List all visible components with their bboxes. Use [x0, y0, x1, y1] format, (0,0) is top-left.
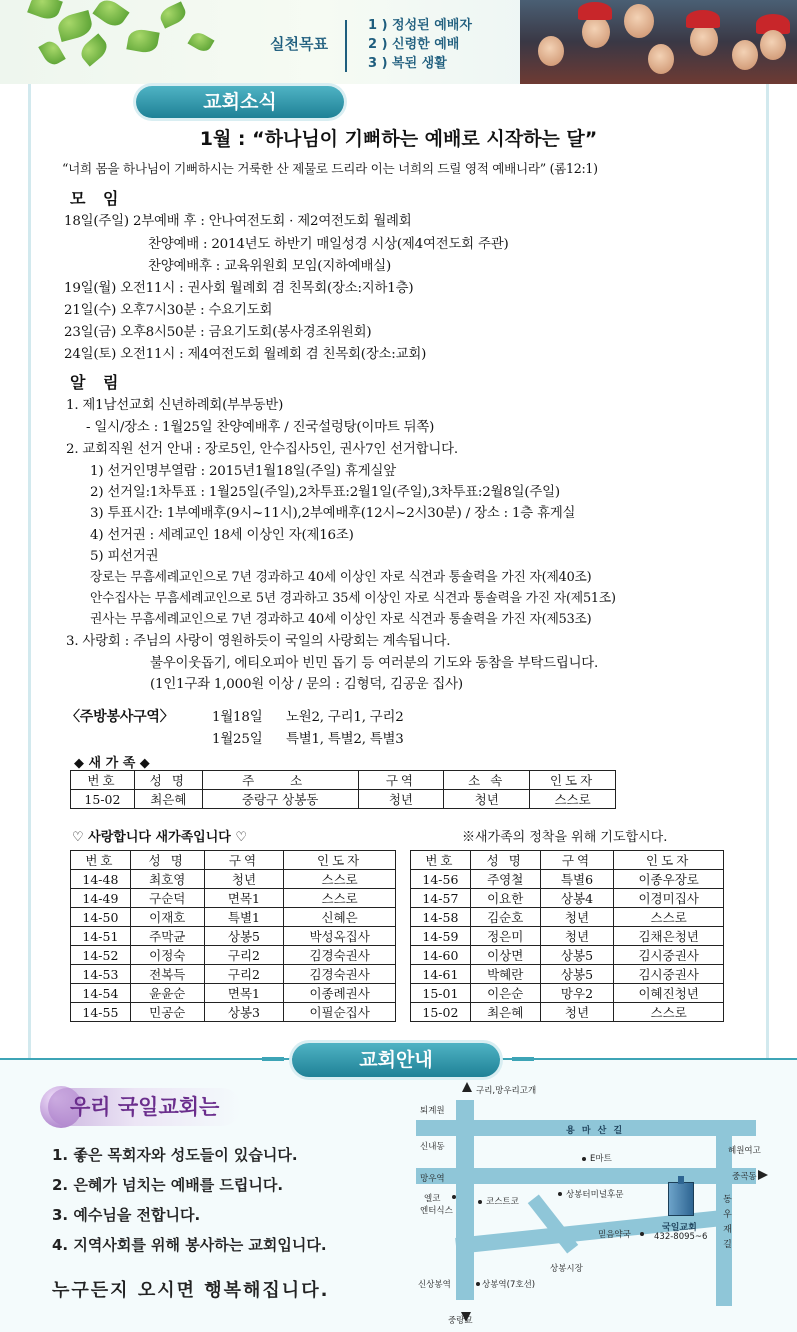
table-cell: 특별1	[204, 908, 284, 927]
column-header: 번호	[71, 771, 135, 790]
table-cell: 신혜은	[284, 908, 396, 927]
table-cell: 김순호	[470, 908, 540, 927]
church-point: 1. 좋은 목회자와 성도들이 있습니다.	[52, 1146, 298, 1164]
notice-line: 3) 투표시간: 1부예배후(9시~11시),2부예배후(12시~2시30분) / 장소 : 1층 휴게실	[90, 506, 576, 521]
meeting-line: 21일(수) 오후7시30분 : 수요기도회	[64, 303, 273, 318]
month-heading: 1월 : “하나님이 기뻐하는 예배로 시작하는 달”	[199, 128, 598, 150]
map-marker-dot	[558, 1192, 562, 1196]
table-row	[71, 927, 396, 946]
table-cell: 면목1	[204, 889, 284, 908]
singer-face	[582, 16, 610, 48]
table-cell: 김채은청년	[614, 927, 724, 946]
kitchen-date: 1월25일	[212, 732, 263, 747]
table-cell: 김시중권사	[614, 946, 724, 965]
table-cell: 이종례권사	[284, 984, 396, 1003]
table-cell: 이경미집사	[614, 889, 724, 908]
goal-item: 2 ) 신령한 예배	[368, 37, 460, 52]
table-cell: 특별6	[540, 870, 614, 889]
leaf-decoration	[126, 28, 159, 55]
table-cell: 스스로	[614, 908, 724, 927]
table-cell: 이은순	[470, 984, 540, 1003]
column-header: 성 명	[134, 771, 202, 790]
table-cell: 스스로	[614, 1003, 724, 1022]
map-marker-dot	[452, 1195, 456, 1199]
road-mangu	[416, 1168, 756, 1184]
slogan: 누구든지 오시면 행복해집니다.	[52, 1280, 330, 1301]
table-cell: 이재호	[130, 908, 204, 927]
table-row	[71, 889, 396, 908]
table-row	[411, 927, 724, 946]
church-point: 4. 지역사회를 위해 봉사하는 교회입니다.	[52, 1236, 327, 1254]
goal-label: 실천목표	[270, 35, 328, 53]
table-cell: 이정숙	[130, 946, 204, 965]
church-point: 2. 은혜가 넘치는 예배를 드립니다.	[52, 1176, 284, 1194]
love-left-body	[71, 870, 396, 1022]
table-cell: 14-48	[71, 870, 131, 889]
table-cell: 김경숙권사	[284, 946, 396, 965]
map-label: 믿음약국	[598, 1230, 631, 1240]
table-cell: 청년	[540, 927, 614, 946]
table-cell: 면목1	[204, 984, 284, 1003]
up-arrow-icon	[462, 1082, 472, 1092]
meeting-line: 찬양예배 : 2014년도 하반기 매일성경 시상(제4여전도회 주관)	[148, 237, 509, 252]
column-header: 성 명	[130, 851, 204, 870]
table-header-row	[71, 771, 616, 790]
map-road-label: 용 마 산 길	[566, 1126, 625, 1136]
notice-line: (1인1구좌 1,000원 이상 / 문의 : 김형덕, 김공운 집사)	[150, 677, 463, 692]
goal-item: 3 ) 복된 생활	[368, 56, 447, 71]
left-border-rule	[28, 84, 31, 1058]
table-row	[71, 790, 616, 809]
table-cell: 상봉5	[540, 946, 614, 965]
divider-ornament	[262, 1057, 284, 1061]
column-header: 구역	[204, 851, 284, 870]
table-cell: 14-49	[71, 889, 131, 908]
leaf-decoration	[92, 0, 129, 31]
table-cell: 상봉5	[540, 965, 614, 984]
table-cell: 15-02	[71, 790, 135, 809]
table-cell: 이요한	[470, 889, 540, 908]
love-note: ※새가족의 정착을 위해 기도합시다.	[462, 830, 668, 845]
table-cell: 14-61	[411, 965, 471, 984]
notice-line: 안수집사는 무흠세례교인으로 5년 경과하고 35세 이상인 자로 식견과 통솔력을 가진 자(제51조)	[90, 591, 616, 606]
love-heading: ♡ 사랑합니다 새가족입니다 ♡	[72, 830, 248, 845]
table-cell: 박성옥집사	[284, 927, 396, 946]
leaf-decoration	[55, 10, 94, 42]
goal-divider	[345, 20, 347, 72]
column-header: 구역	[540, 851, 614, 870]
table-header-row	[411, 851, 724, 870]
new-family-heading: ◆ 새 가 족 ◆	[74, 756, 150, 771]
right-arrow-icon	[758, 1170, 768, 1180]
table-cell: 최은혜	[134, 790, 202, 809]
map-church-label: 국일교회	[662, 1223, 697, 1233]
table-row	[411, 908, 724, 927]
notice-line: 장로는 무흠세례교인으로 7년 경과하고 40세 이상인 자로 식견과 통솔력을 가진 자(제40조)	[90, 570, 592, 585]
column-header: 번호	[411, 851, 471, 870]
singer-face	[538, 36, 564, 66]
table-cell: 김시중권사	[614, 965, 724, 984]
map-label: 퇴계원	[420, 1106, 445, 1116]
section-title-news: 교회소식	[136, 86, 344, 118]
table-cell: 망우2	[540, 984, 614, 1003]
table-row	[71, 965, 396, 984]
table-cell: 14-50	[71, 908, 131, 927]
kitchen-zones: 노원2, 구리1, 구리2	[286, 710, 404, 725]
map-marker-dot	[582, 1157, 586, 1161]
table-cell: 14-53	[71, 965, 131, 984]
divider-ornament	[512, 1057, 534, 1061]
table-cell: 14-51	[71, 927, 131, 946]
meeting-line: 찬양예배후 : 교육위원회 모임(지하예배실)	[148, 259, 392, 274]
notice-line: 3. 사랑회 : 주님의 사랑이 영원하듯이 국일의 사랑회는 계속됩니다.	[66, 634, 451, 649]
table-cell: 전복득	[130, 965, 204, 984]
notice-line: 1. 제1남선교회 신년하례회(부부동반)	[66, 398, 284, 413]
table-cell: 14-57	[411, 889, 471, 908]
map-church-phone: 432-8095~6	[654, 1232, 708, 1242]
right-border-rule	[766, 84, 769, 1058]
table-cell: 박혜란	[470, 965, 540, 984]
table-row	[411, 889, 724, 908]
table-cell: 이종우장로	[614, 870, 724, 889]
goal-item: 1 ) 정성된 예배자	[368, 18, 472, 33]
church-spire-icon	[678, 1176, 684, 1184]
column-header: 인도자	[284, 851, 396, 870]
notice-line: 불우이웃돕기, 에티오피아 빈민 돕기 등 여러분의 기도와 동참을 부탁드립니다.	[150, 656, 599, 671]
singer-face	[648, 44, 674, 74]
map-label: 엘코	[424, 1194, 441, 1204]
scripture-verse: “너희 몸을 하나님이 기뻐하시는 거룩한 산 제물로 드리라 이는 너희의 드릴 영적 예배니라” (롬12:1)	[62, 161, 598, 176]
table-cell: 구리2	[204, 946, 284, 965]
singer-face	[624, 4, 654, 38]
map-label: 혜원여고	[728, 1146, 761, 1156]
meeting-line: 23일(금) 오후8시50분 : 금요기도회(봉사경조위원회)	[64, 325, 372, 340]
choir-photo	[520, 0, 797, 84]
notice-line: 2) 선거일:1차투표 : 1월25일(주일),2차투표:2월1일(주일),3차투표:2월8일(주일)	[90, 485, 560, 500]
map-label: E마트	[590, 1154, 612, 1164]
table-cell: 스스로	[284, 870, 396, 889]
map-label: 상봉역(7호선)	[482, 1280, 536, 1290]
goal-list	[368, 16, 472, 73]
table-cell: 구리2	[204, 965, 284, 984]
leaf-decoration	[27, 0, 63, 22]
map-label: 망우역	[420, 1174, 445, 1184]
table-cell: 상봉3	[204, 1003, 284, 1022]
notices-heading: 알 림	[70, 373, 125, 392]
notice-line: 5) 피선거권	[90, 549, 159, 564]
table-cell: 청년	[204, 870, 284, 889]
our-church-heading: 우리 국일교회는	[48, 1088, 241, 1126]
table-cell: 구순덕	[130, 889, 204, 908]
table-cell: 중랑구 상봉동	[202, 790, 358, 809]
table-cell: 청년	[540, 1003, 614, 1022]
map-label: 엔터식스	[420, 1206, 453, 1216]
map-road-label: 동우재길	[721, 1194, 731, 1254]
table-cell: 상봉5	[204, 927, 284, 946]
table-cell: 14-60	[411, 946, 471, 965]
meetings-heading: 모 임	[70, 189, 125, 208]
singer-face	[690, 24, 718, 56]
kitchen-heading: 〈주방봉사구역〉	[66, 709, 174, 725]
singer-face	[732, 40, 758, 70]
table-cell: 스스로	[284, 889, 396, 908]
table-cell: 15-01	[411, 984, 471, 1003]
table-cell: 윤윤순	[130, 984, 204, 1003]
church-building-icon	[668, 1182, 694, 1216]
notice-line: 1) 선거인명부열람 : 2015년1월18일(주일) 휴게실앞	[90, 464, 396, 479]
table-cell: 주막균	[130, 927, 204, 946]
meeting-line: 19일(월) 오전11시 : 권사회 월례회 겸 친목회(장소:지하1층)	[64, 281, 414, 296]
santa-hat	[578, 2, 612, 20]
leaf-decoration	[187, 30, 214, 55]
table-cell: 14-52	[71, 946, 131, 965]
table-row	[71, 946, 396, 965]
map-label: 상봉터미널후문	[566, 1190, 624, 1200]
map-label: 코스트코	[486, 1197, 519, 1207]
map-marker-dot	[478, 1200, 482, 1204]
table-row	[411, 984, 724, 1003]
meeting-line: 24일(토) 오전11시 : 제4여전도회 월례회 겸 친목회(장소:교회)	[64, 347, 427, 362]
table-cell: 민공순	[130, 1003, 204, 1022]
table-cell: 김경숙권사	[284, 965, 396, 984]
table-cell: 상봉4	[540, 889, 614, 908]
santa-hat	[686, 10, 720, 28]
love-right-body	[411, 870, 724, 1022]
table-cell: 14-55	[71, 1003, 131, 1022]
love-table-right	[410, 850, 724, 1022]
table-row	[411, 870, 724, 889]
table-row	[71, 1003, 396, 1022]
church-location-map	[416, 1082, 780, 1326]
table-cell: 14-56	[411, 870, 471, 889]
table-cell: 최호영	[130, 870, 204, 889]
table-row	[71, 984, 396, 1003]
leaf-decoration	[157, 1, 188, 28]
map-marker-dot	[476, 1282, 480, 1286]
map-marker-dot	[640, 1232, 644, 1236]
table-cell: 최은혜	[470, 1003, 540, 1022]
table-row	[71, 908, 396, 927]
table-cell: 이필순집사	[284, 1003, 396, 1022]
table-cell: 14-59	[411, 927, 471, 946]
table-cell: 이혜진청년	[614, 984, 724, 1003]
leaf-decoration	[77, 33, 111, 66]
map-label: 신내동	[420, 1142, 445, 1152]
singer-face	[760, 30, 786, 60]
notice-line: 2. 교회직원 선거 안내 : 장로5인, 안수집사5인, 권사7인 선거합니다.	[66, 442, 458, 457]
column-header: 소 속	[444, 771, 530, 790]
notice-line: - 일시/장소 : 1월25일 찬양예배후 / 진국설렁탕(이마트 뒤쪽)	[86, 420, 435, 435]
table-cell: 청년	[444, 790, 530, 809]
table-row	[411, 946, 724, 965]
map-label: 신상봉역	[418, 1280, 451, 1290]
column-header: 성 명	[470, 851, 540, 870]
map-label: 중랑교	[448, 1316, 473, 1326]
table-row	[71, 870, 396, 889]
kitchen-zones: 특별1, 특별2, 특별3	[286, 732, 404, 747]
table-cell: 정은미	[470, 927, 540, 946]
love-table-left	[70, 850, 396, 1022]
leaf-decoration	[38, 38, 66, 68]
column-header: 구역	[358, 771, 444, 790]
column-header: 번호	[71, 851, 131, 870]
table-cell: 주영철	[470, 870, 540, 889]
table-cell: 이상면	[470, 946, 540, 965]
section-title-guide: 교회안내	[292, 1043, 500, 1077]
header-banner	[0, 0, 797, 84]
table-header-row	[71, 851, 396, 870]
column-header: 인도자	[530, 771, 616, 790]
table-cell: 14-58	[411, 908, 471, 927]
notice-line: 권사는 무흠세례교인으로 7년 경과하고 40세 이상인 자로 식견과 통솔력을 가진 자(제53조)	[90, 612, 592, 627]
table-cell: 청년	[358, 790, 444, 809]
church-point: 3. 예수님을 전합니다.	[52, 1206, 201, 1224]
new-family-table	[70, 770, 616, 809]
table-cell: 14-54	[71, 984, 131, 1003]
map-label: 상봉시장	[550, 1264, 583, 1274]
table-cell: 청년	[540, 908, 614, 927]
map-label: 중곡동	[732, 1172, 757, 1182]
table-row	[411, 1003, 724, 1022]
map-label: 구리,망우리고개	[476, 1086, 537, 1096]
notice-line: 4) 선거권 : 세례교인 18세 이상인 자(제16조)	[90, 528, 354, 543]
kitchen-date: 1월18일	[212, 710, 263, 725]
column-header: 주 소	[202, 771, 358, 790]
column-header: 인도자	[614, 851, 724, 870]
table-cell: 15-02	[411, 1003, 471, 1022]
table-cell: 스스로	[530, 790, 616, 809]
table-row	[411, 965, 724, 984]
meeting-line: 18일(주일) 2부예배 후 : 안나여전도회 · 제2여전도회 월례회	[64, 214, 412, 229]
